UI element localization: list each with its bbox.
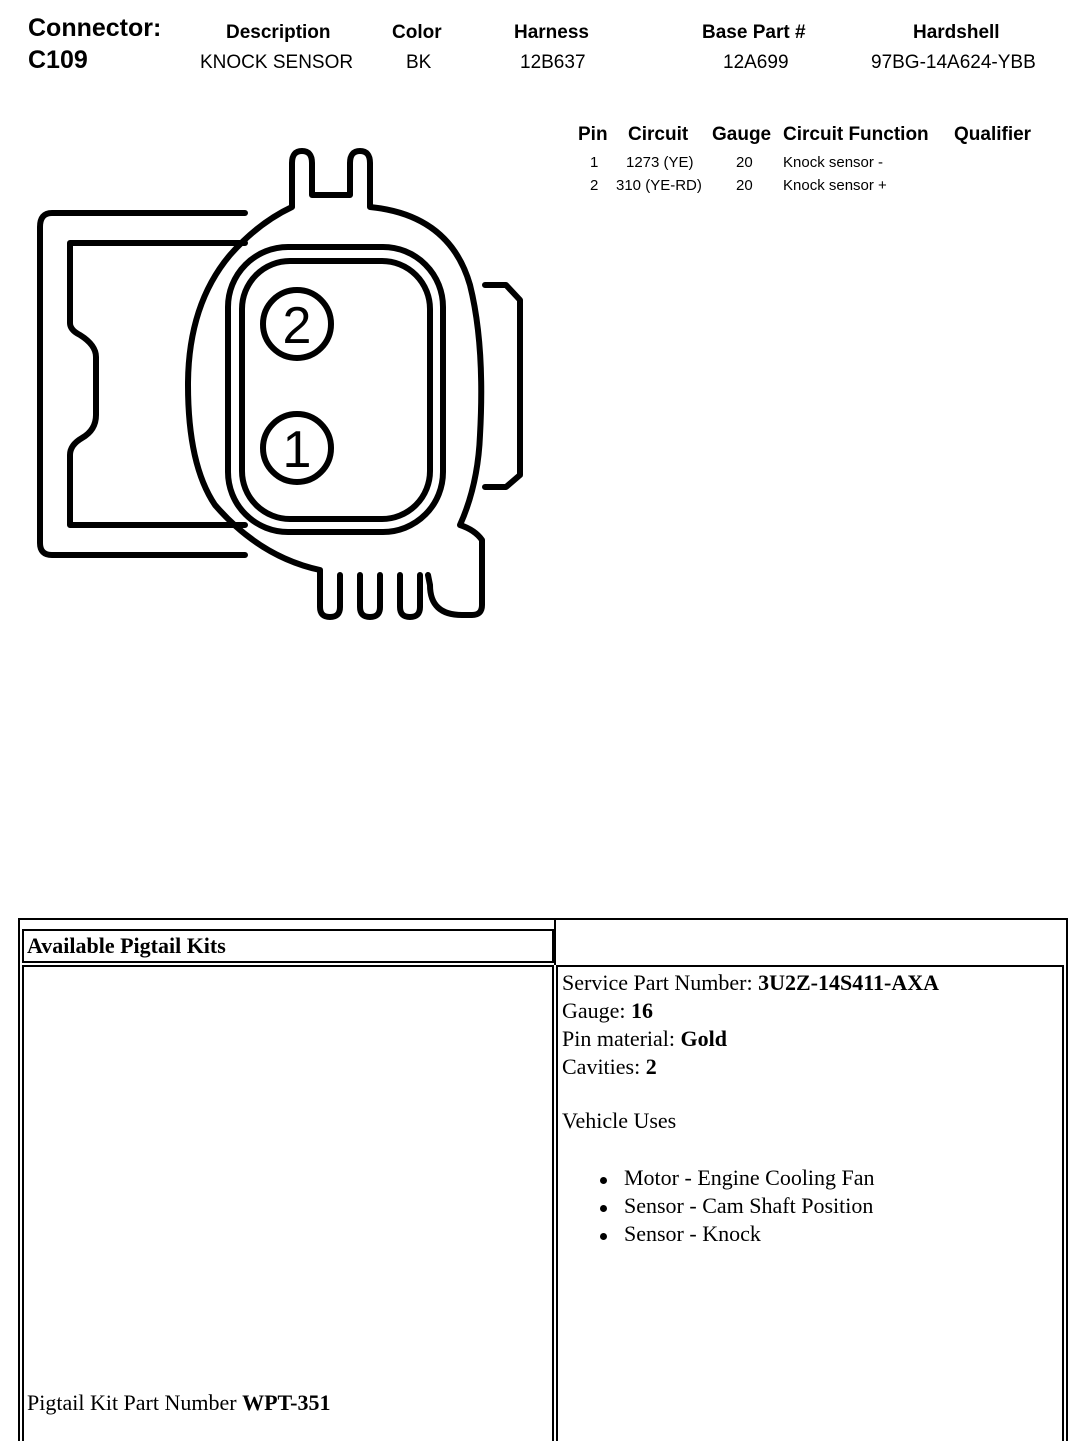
- vehicle-uses-heading: Vehicle Uses: [562, 1108, 677, 1133]
- service-part-value: 3U2Z-14S411-AXA: [758, 970, 940, 995]
- circuit-function-header: Circuit Function: [783, 124, 929, 145]
- gauge-header: Gauge: [712, 124, 772, 145]
- pigtail-kit-part-value: WPT-351: [242, 1390, 331, 1415]
- pigtail-title: Available Pigtail Kits: [27, 933, 226, 958]
- base-part-value: 12A699: [723, 52, 789, 73]
- pin-row-1-pin: 1: [590, 154, 599, 171]
- pin-row-2-function: Knock sensor +: [783, 177, 887, 194]
- cavity-2-label: 2: [282, 297, 312, 355]
- vehicle-uses-list: [598, 1164, 875, 1248]
- harness-header: Harness: [514, 22, 589, 43]
- cavities-label: Cavities:: [562, 1054, 646, 1079]
- cavities-line: [562, 1054, 657, 1080]
- side-clip: [485, 285, 520, 487]
- service-part-label: Service Part Number:: [562, 970, 759, 995]
- housing-outline: [188, 151, 482, 617]
- pigtail-kit-part-label: Pigtail Kit Part Number: [27, 1390, 243, 1415]
- pin-row-2-circuit: 310 (YE-RD): [616, 177, 702, 194]
- pin-row-1-gauge: 20: [736, 154, 753, 171]
- pin-header: Pin: [578, 124, 608, 145]
- pin-row-1-function: Knock sensor -: [783, 154, 884, 171]
- pigtail-kit-part-line: [27, 1390, 331, 1416]
- qualifier-header: Qualifier: [954, 124, 1032, 145]
- gauge-label: Gauge:: [562, 998, 632, 1023]
- divider: [554, 918, 556, 965]
- vehicle-use-item: Sensor - Knock: [598, 1220, 875, 1248]
- pin-material-line: [562, 1026, 727, 1052]
- color-value: BK: [406, 52, 432, 73]
- harness-value: 12B637: [520, 52, 586, 73]
- connector-id: C109: [28, 46, 88, 74]
- color-header: Color: [392, 22, 442, 43]
- pin-row-2-pin: 2: [590, 177, 599, 194]
- description-header: Description: [226, 22, 331, 43]
- vehicle-use-item: Sensor - Cam Shaft Position: [598, 1192, 875, 1220]
- hardshell-value: 97BG-14A624-YBB: [871, 52, 1036, 73]
- hardshell-header: Hardshell: [913, 22, 1000, 43]
- pigtail-left-panel: [22, 965, 554, 1441]
- vehicle-use-item: Motor - Engine Cooling Fan: [598, 1164, 875, 1192]
- pin-row-2-gauge: 20: [736, 177, 753, 194]
- rear-shell-inner: [70, 243, 245, 525]
- connector-face-diagram: [30, 145, 530, 625]
- pin-material-label: Pin material:: [562, 1026, 681, 1051]
- pin-row-1-circuit: 1273 (YE): [626, 154, 694, 171]
- service-part-line: [562, 970, 939, 996]
- inner-face-outer: [228, 247, 443, 532]
- cavity-1-label: 1: [282, 421, 312, 479]
- gauge-line: [562, 998, 653, 1024]
- circuit-header: Circuit: [628, 124, 689, 145]
- pin-material-value: Gold: [680, 1026, 727, 1051]
- cavities-value: 2: [645, 1054, 657, 1079]
- connector-label: Connector:: [28, 14, 162, 42]
- base-part-header: Base Part #: [702, 22, 806, 43]
- gauge-value: 16: [631, 998, 654, 1023]
- description-value: KNOCK SENSOR: [200, 52, 354, 73]
